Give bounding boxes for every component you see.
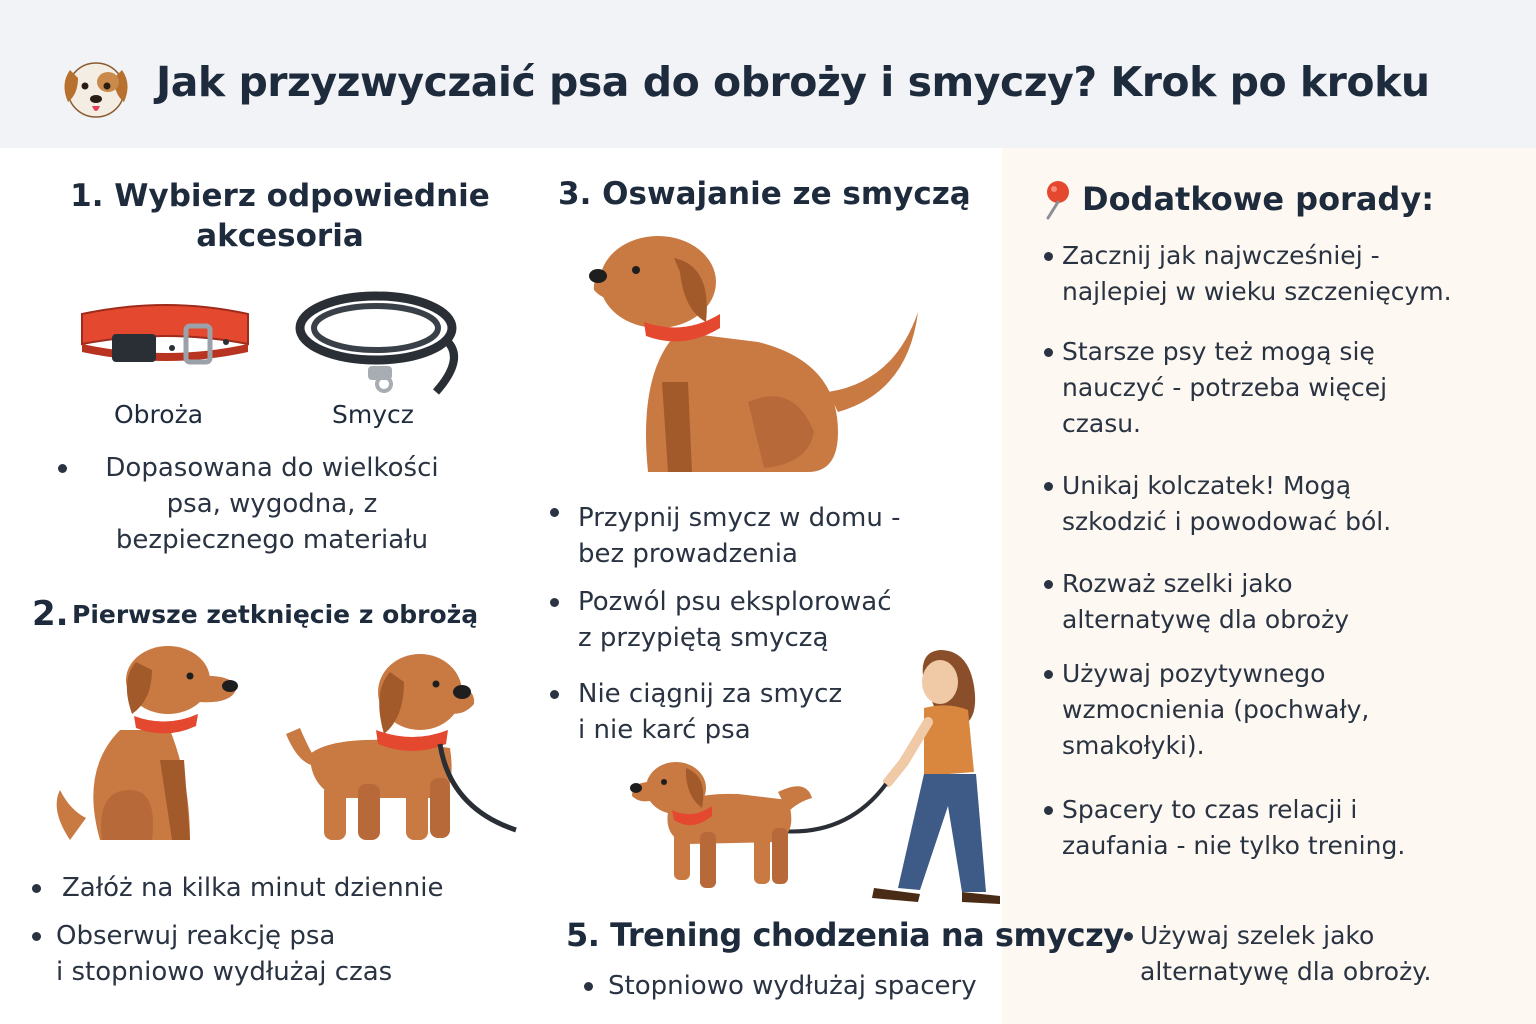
step3-bullet3-dot xyxy=(550,690,559,699)
tip2-line2: nauczyć - potrzeba więcej xyxy=(1062,373,1388,402)
tip6-line2: zaufania - nie tylko trening. xyxy=(1062,831,1406,860)
bottom-note-line2: alternatywę dla obroży. xyxy=(1140,957,1432,986)
step3-bullet3-line1: Nie ciągnij za smycz xyxy=(578,679,843,709)
big-sitting-dog-icon xyxy=(588,232,928,482)
step3-bullet1-dot xyxy=(550,508,559,517)
tip6-text xyxy=(1062,792,1405,864)
step1-bullet-line2: psa, wygodna, z xyxy=(166,489,378,519)
tip1-dot xyxy=(1044,252,1053,261)
tip3-dot xyxy=(1044,482,1053,491)
step5-title: 5. Trening chodzenia na smyczy xyxy=(566,916,1124,954)
tip4-text xyxy=(1062,566,1349,638)
step1-title-line1: 1. Wybierz odpowiednie xyxy=(70,178,490,214)
tips-title: Dodatkowe porady: xyxy=(1082,180,1434,218)
tip1-line1: Zacznij jak najwcześniej - xyxy=(1062,241,1380,270)
standing-dog-leash-icon xyxy=(280,648,520,848)
bottom-note-line1: Używaj szelek jako xyxy=(1140,921,1375,950)
tip2-line1: Starsze psy też mogą się xyxy=(1062,337,1375,366)
step3-bullet2-line2: z przypiętą smyczą xyxy=(578,623,829,653)
leash-icon xyxy=(296,288,476,398)
tip4-line1: Rozważ szelki jako xyxy=(1062,569,1293,598)
tip3-line1: Unikaj kolczatek! Mogą xyxy=(1062,471,1352,500)
step1-bullet-text xyxy=(72,450,472,558)
step1-title-line2: akcesoria xyxy=(196,218,364,254)
step2-bullet2-line2: i stopniowo wydłużaj czas xyxy=(56,957,393,987)
step3-bullet1-line1: Przypnij smycz w domu - xyxy=(578,503,901,533)
tip3-line2: szkodzić i powodować ból. xyxy=(1062,507,1392,536)
tip5-text xyxy=(1062,656,1369,764)
tip5-line3: smakołyki). xyxy=(1062,731,1205,760)
bottom-note-text xyxy=(1140,918,1431,990)
pushpin-icon xyxy=(1040,180,1076,220)
tip5-line1: Używaj pozytywnego xyxy=(1062,659,1326,688)
step1-bullet-line3: bezpiecznego materiału xyxy=(115,525,429,555)
collar-icon xyxy=(76,292,256,382)
step3-title: 3. Oswajanie ze smyczą xyxy=(558,176,971,212)
step2-bullet2-text xyxy=(56,918,392,990)
tip2-line3: czasu. xyxy=(1062,409,1142,438)
step2-bullet2-line1: Obserwuj reakcję psa xyxy=(56,921,336,951)
tip3-text xyxy=(1062,468,1391,540)
leash-label: Smycz xyxy=(332,400,414,429)
step3-bullet3-line2: i nie karć psa xyxy=(578,715,751,745)
step1-bullet-line1: Dopasowana do wielkości xyxy=(105,453,439,483)
step3-bullet1-text xyxy=(578,500,901,572)
tip5-line2: wzmocnienia (pochwały, xyxy=(1062,695,1370,724)
step1-bullet-dot xyxy=(58,464,67,473)
tip1-text xyxy=(1062,238,1452,310)
tip2-text xyxy=(1062,334,1387,442)
tip5-dot xyxy=(1044,670,1053,679)
step1-title xyxy=(30,176,530,256)
tip6-dot xyxy=(1044,806,1053,815)
woman-walking-dog-icon xyxy=(628,642,1028,912)
tip4-line2: alternatywę dla obroży xyxy=(1062,605,1350,634)
step3-bullet2-line1: Pozwól psu eksplorować xyxy=(578,587,892,617)
sitting-dog-collar-icon xyxy=(40,640,250,850)
step2-bullet2-dot xyxy=(32,932,41,941)
tip6-line1: Spacery to czas relacji i xyxy=(1062,795,1358,824)
step2-bullet1-dot xyxy=(32,884,41,893)
step2-bullet1-line1: Załóż na kilka minut dziennie xyxy=(62,873,444,903)
step5-bullet-dot xyxy=(584,982,593,991)
step3-bullet1-line2: bez prowadzenia xyxy=(578,539,798,569)
bottom-note-dot xyxy=(1124,932,1133,941)
step2-title: Pierwsze zetknięcie z obrożą xyxy=(72,600,479,629)
tip2-dot xyxy=(1044,348,1053,357)
tip4-dot xyxy=(1044,580,1053,589)
dog-face-icon xyxy=(58,54,134,122)
step2-number: 2. xyxy=(32,594,69,634)
tip1-line2: najlepiej w wieku szczenięcym. xyxy=(1062,277,1452,306)
collar-label: Obroża xyxy=(114,400,204,429)
step5-bullet-text: Stopniowo wydłużaj spacery xyxy=(608,971,977,1001)
step3-bullet2-dot xyxy=(550,598,559,607)
page-title: Jak przyzwyczaić psa do obroży i smyczy? Krok po kroku xyxy=(156,58,1430,106)
